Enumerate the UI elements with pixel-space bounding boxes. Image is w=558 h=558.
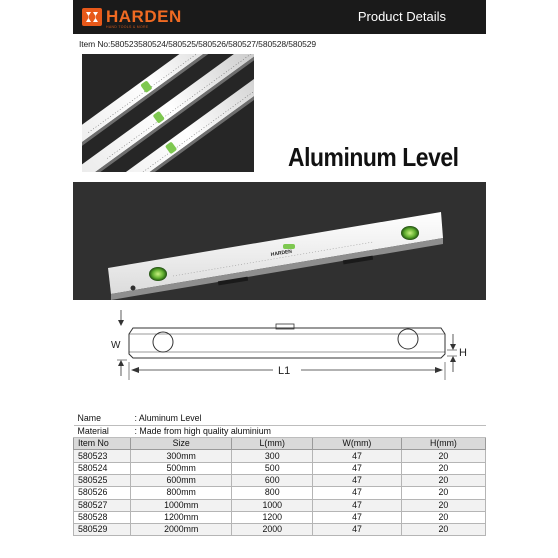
width-cell: 47 <box>313 450 402 462</box>
size-cell: 800mm <box>131 487 232 499</box>
height-cell: 20 <box>401 450 485 462</box>
material-value: : Made from high quality aluminium <box>131 425 486 437</box>
width-cell: 47 <box>313 474 402 486</box>
width-cell: 47 <box>313 524 402 536</box>
name-row <box>74 413 486 425</box>
table-row <box>74 487 486 499</box>
size-cell: 1200mm <box>131 511 232 523</box>
material-row <box>74 425 486 437</box>
size-cell: 500mm <box>131 462 232 474</box>
size-cell: 300mm <box>131 450 232 462</box>
item-no-cell: 580529 <box>74 524 131 536</box>
size-cell: 1000mm <box>131 499 232 511</box>
item-no-cell: 580523 <box>74 450 131 462</box>
item-no-cell: 580527 <box>74 499 131 511</box>
dimension-diagram <box>73 300 486 410</box>
length-label: L1 <box>278 365 291 377</box>
height-cell: 20 <box>401 462 485 474</box>
name-label: Name <box>74 413 131 425</box>
column-header: Size <box>131 438 232 450</box>
height-cell: 20 <box>401 524 485 536</box>
item-no-cell: 580528 <box>74 511 131 523</box>
spec-table <box>73 413 486 536</box>
width-label: W <box>111 340 121 351</box>
column-header: W(mm) <box>313 438 402 450</box>
width-cell: 47 <box>313 499 402 511</box>
length-cell: 300 <box>232 450 313 462</box>
material-label: Material <box>74 425 131 437</box>
item-no-cell: 580525 <box>74 474 131 486</box>
length-cell: 1200 <box>232 511 313 523</box>
table-row <box>74 499 486 511</box>
brand-tagline: HAND TOOLS & MORE <box>106 25 149 29</box>
height-cell: 20 <box>401 511 485 523</box>
table-header-row <box>74 438 486 450</box>
width-cell: 47 <box>313 511 402 523</box>
size-cell: 600mm <box>131 474 232 486</box>
name-value: : Aluminum Level <box>131 413 486 425</box>
height-cell: 20 <box>401 499 485 511</box>
product-name: Aluminum Level <box>288 142 459 172</box>
length-cell: 1000 <box>232 499 313 511</box>
width-cell: 47 <box>313 462 402 474</box>
product-photo <box>82 54 254 172</box>
column-header: Item No <box>74 438 131 450</box>
table-row <box>74 450 486 462</box>
table-row <box>74 462 486 474</box>
header-bar <box>73 0 486 34</box>
table-row <box>74 524 486 536</box>
item-no-cell: 580524 <box>74 462 131 474</box>
column-header: L(mm) <box>232 438 313 450</box>
width-cell: 47 <box>313 487 402 499</box>
height-label: H <box>459 347 467 359</box>
table-row <box>74 511 486 523</box>
size-cell: 2000mm <box>131 524 232 536</box>
length-cell: 800 <box>232 487 313 499</box>
item-numbers: Item No:580523580524/580525/580526/580527/580528/580529 <box>79 39 316 49</box>
length-cell: 600 <box>232 474 313 486</box>
height-cell: 20 <box>401 474 485 486</box>
height-cell: 20 <box>401 487 485 499</box>
level-brand-text: HARDEN <box>270 248 293 258</box>
table-row <box>74 474 486 486</box>
harden-logo-icon <box>82 8 102 26</box>
brand-name: HARDEN <box>106 7 182 26</box>
page-title: Product Details <box>357 9 446 24</box>
column-header: H(mm) <box>401 438 485 450</box>
length-cell: 2000 <box>232 524 313 536</box>
length-cell: 500 <box>232 462 313 474</box>
item-no-cell: 580526 <box>74 487 131 499</box>
